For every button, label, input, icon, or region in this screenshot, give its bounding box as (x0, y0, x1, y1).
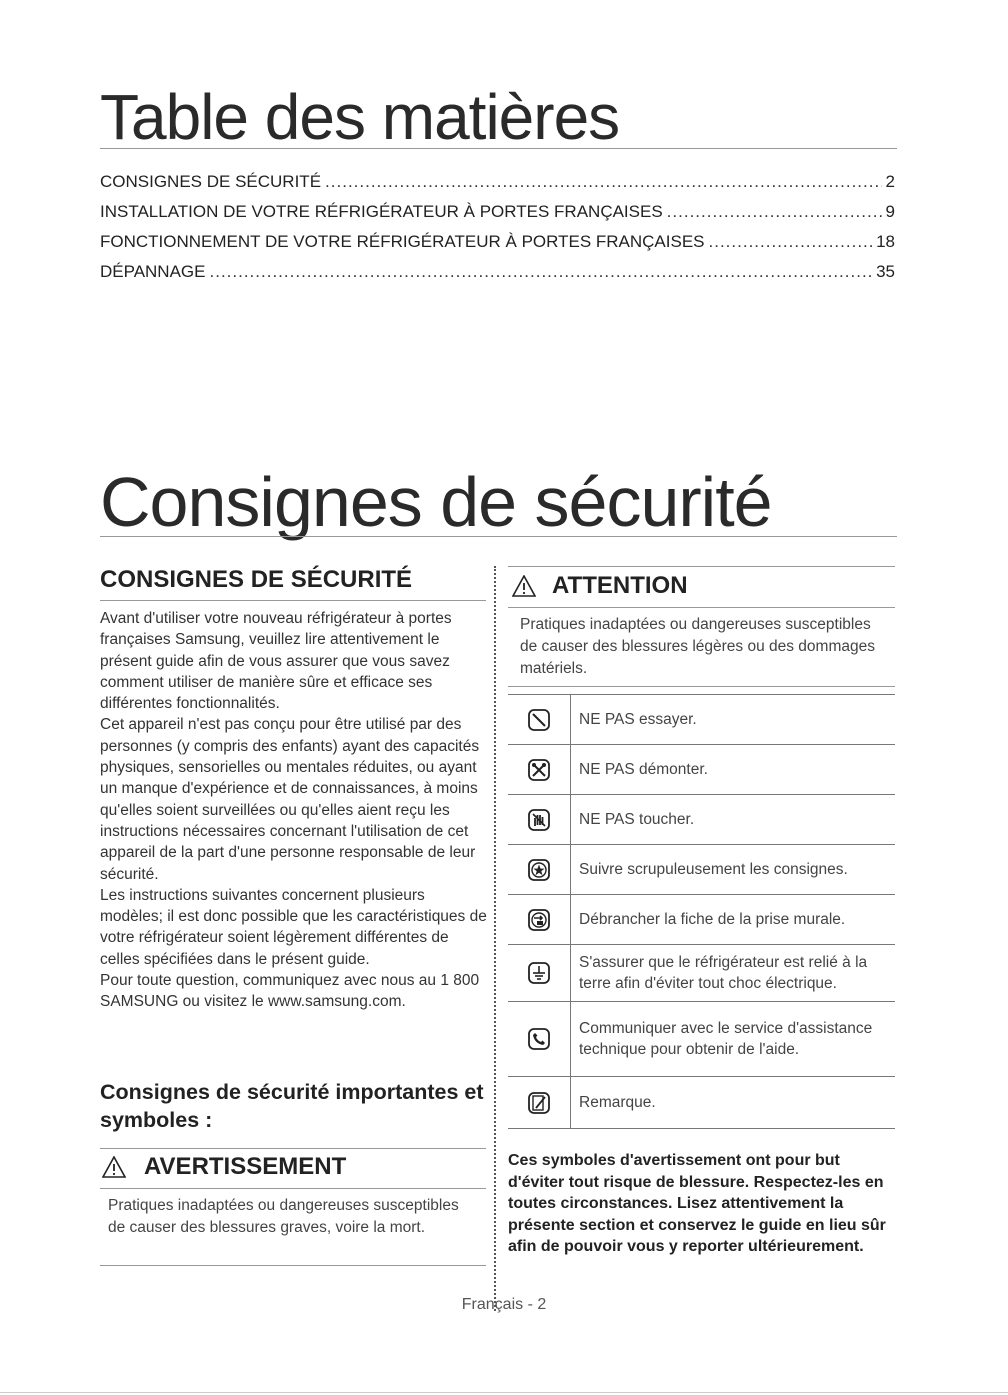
attention-title (512, 572, 688, 600)
warning-title (102, 1153, 346, 1181)
follow-instructions-icon (527, 858, 551, 882)
toc-title: Table des matières (100, 81, 620, 153)
warning-text: Pratiques inadaptées ou dangereuses susceptibles de causer des blessures graves, voire la mort. (108, 1197, 459, 1236)
toc-entry[interactable] (100, 202, 895, 228)
caution-triangle-icon (512, 575, 536, 597)
symbol-text: Débrancher la fiche de la prise murale. (571, 895, 896, 945)
attention-rule (508, 607, 895, 608)
safety-heading: CONSIGNES DE SÉCURITÉ (100, 566, 413, 593)
symbol-row (508, 1002, 895, 1077)
intro-text (100, 608, 488, 1013)
page-bottom-line (0, 1392, 1008, 1393)
symbol-text: Remarque. (571, 1077, 896, 1129)
intro-paragraph: Avant d'utiliser votre nouveau réfrigérateur à portes françaises Samsung, veuillez lire attentivement le présent guide afin de vous assurer que vous savez comment utiliser de manière sûre et efficace ses différentes fonctionnalités. (100, 610, 452, 713)
toc-entry-label: FONCTIONNEMENT DE VOTRE RÉFRIGÉRATEUR À PORTES FRANÇAISES (100, 232, 705, 251)
symbol-text: NE PAS essayer. (571, 695, 896, 745)
toc-entry[interactable] (100, 232, 895, 258)
attention-text: Pratiques inadaptées ou dangereuses susceptibles de causer des blessures légères ou des dommages matériels. (520, 616, 875, 677)
symbol-text: S'assurer que le réfrigérateur est relié à la terre afin d'éviter tout choc électrique. (571, 945, 896, 1002)
symbol-icon-cell (508, 795, 571, 845)
attention-top-rule (508, 566, 895, 567)
toc-entry-page: 35 (876, 262, 895, 281)
symbol-icon-cell (508, 895, 571, 945)
toc-entry-label: INSTALLATION DE VOTRE RÉFRIGÉRATEUR À PORTES FRANÇAISES (100, 202, 663, 221)
intro-paragraph: Pour toute question, communiquez avec nous au 1 800 SAMSUNG ou visitez le www.samsung.com. (100, 972, 480, 1011)
symbol-text: Suivre scrupuleusement les consignes. (571, 845, 896, 895)
toc-leader-dots (667, 202, 882, 222)
warning-rule (100, 1188, 486, 1189)
symbol-row (508, 845, 895, 895)
safety-heading-rule (100, 600, 486, 601)
column-divider (494, 566, 496, 1311)
symbol-icon-cell (508, 1002, 571, 1077)
symbol-icon-cell (508, 745, 571, 795)
symbol-icon-cell (508, 945, 571, 1002)
symbol-text: NE PAS démonter. (571, 745, 896, 795)
section-title: Consignes de sécurité (100, 463, 772, 541)
note-icon (527, 1091, 551, 1115)
symbol-icon-cell (508, 845, 571, 895)
toc-entry-page: 2 (885, 172, 895, 191)
toc-entry[interactable] (100, 172, 895, 198)
do-not-disassemble-icon (527, 758, 551, 782)
do-not-attempt-icon (527, 708, 551, 732)
symbol-icon-cell (508, 695, 571, 745)
symbol-text: Communiquer avec le service d'assistance technique pour obtenir de l'aide. (571, 1002, 896, 1077)
toc-leader-dots (210, 262, 873, 282)
symbol-row (508, 1077, 895, 1129)
toc-entry-label: DÉPANNAGE (100, 262, 206, 281)
closing-note: Ces symboles d'avertissement ont pour but d'éviter tout risque de blessure. Respectez-les en toutes circonstances. Lisez attentivement la présente section et conservez le guide en lieu sûr afin de pouvoir vous y reporter ultérieurement. (508, 1152, 886, 1255)
intro-paragraph: Les instructions suivantes concernent plusieurs modèles; il est donc possible que les caractéristiques de votre réfrigérateur soient légèrement différentes de celles spécifiées dans le présent guide. (100, 886, 487, 968)
intro-paragraph: Cet appareil n'est pas conçu pour être utilisé par des personnes (y compris des enfants) ayant des capacités physiques, sensorielles ou mentales réduites, ou ayant un manque d'expérience et de connaissances, à moins qu'elles soient surveillées ou qu'elles aient reçu les instructions nécessaires concernant l'utilisation de cet appareil de la part d'une personne responsable de leur sécurité. (100, 716, 480, 883)
symbol-row (508, 745, 895, 795)
do-not-touch-icon (527, 808, 551, 832)
symbols-subheading: Consignes de sécurité importantes et symboles : (100, 1080, 484, 1132)
symbols-table (508, 694, 895, 1129)
unplug-icon (527, 908, 551, 932)
symbol-text: NE PAS toucher. (571, 795, 896, 845)
phone-icon (527, 1027, 551, 1051)
toc-leader-dots (709, 232, 873, 252)
symbol-row (508, 695, 895, 745)
symbol-row (508, 795, 895, 845)
warning-title-text: AVERTISSEMENT (144, 1153, 347, 1180)
toc-entry-label: CONSIGNES DE SÉCURITÉ (100, 172, 322, 191)
section-title-rule (100, 536, 897, 537)
warning-top-rule (100, 1148, 486, 1149)
toc-title-rule (100, 148, 897, 149)
symbol-icon-cell (508, 1077, 571, 1129)
toc-entry-page: 9 (885, 202, 895, 221)
page-footer: Français - 2 (461, 1296, 547, 1313)
toc-entry[interactable] (100, 262, 895, 288)
attention-bottom-rule (508, 686, 895, 687)
warning-triangle-icon (102, 1156, 126, 1178)
toc-entry-page: 18 (876, 232, 895, 251)
ground-icon (527, 961, 551, 985)
symbol-row (508, 895, 895, 945)
symbol-row (508, 945, 895, 1002)
toc-leader-dots (325, 172, 881, 192)
attention-title-text: ATTENTION (552, 572, 688, 599)
warning-bottom-rule (100, 1265, 486, 1266)
